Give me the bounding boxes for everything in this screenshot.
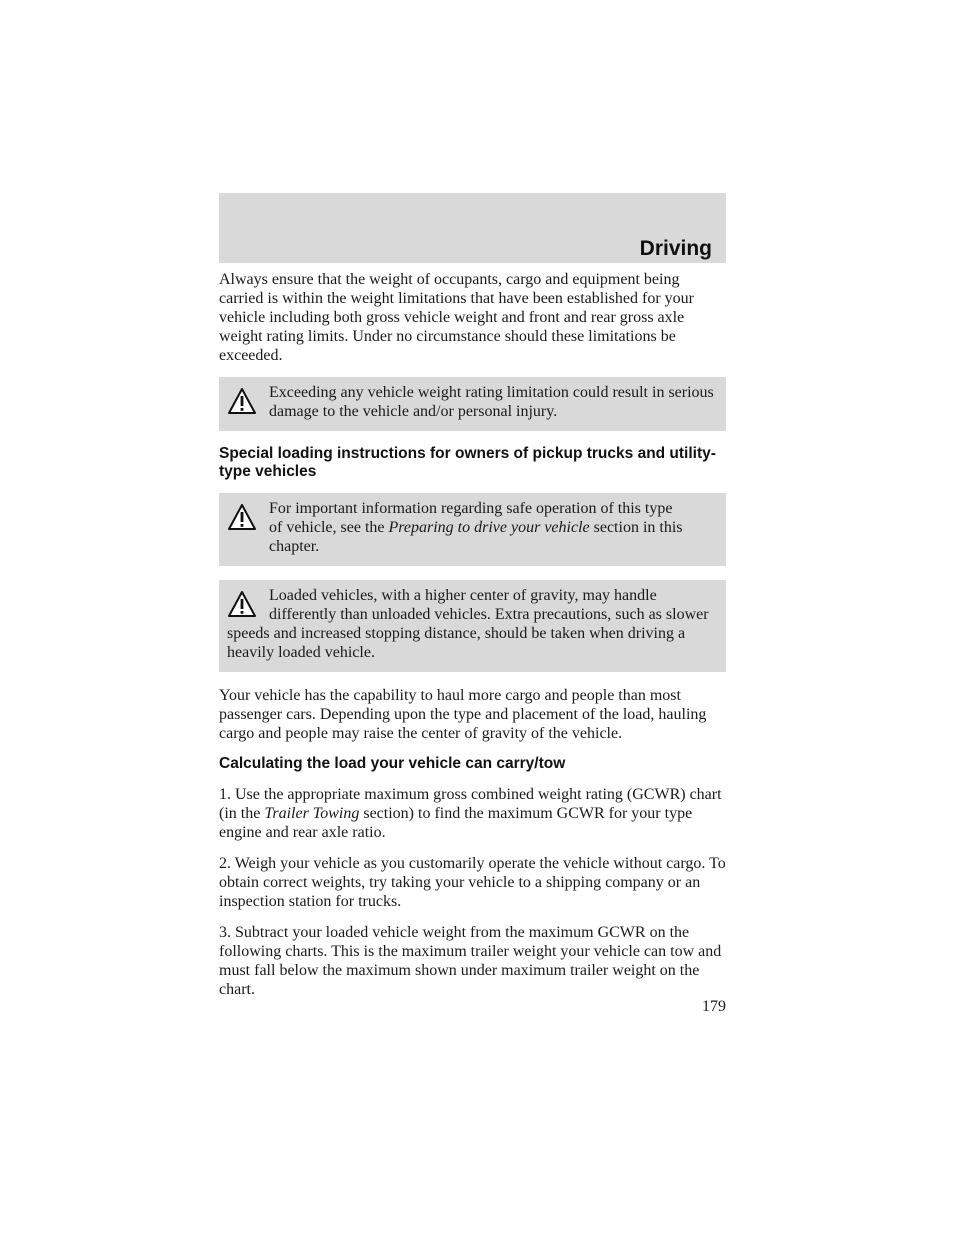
heading-calculating-load: Calculating the load your vehicle can carry/tow — [219, 755, 566, 772]
warning-text-pre: of vehicle, see the — [269, 519, 389, 536]
step-2: 2. Weigh your vehicle as you customarily operate the vehicle without cargo. To obtain correct weights, try taking your vehicle to a shipping company or an inspection station for trucks. — [219, 855, 726, 910]
warning-triangle-icon — [227, 503, 257, 531]
warning-box-weight-limit — [219, 377, 726, 431]
section-title: Driving — [639, 237, 712, 260]
section-reference-trailer-towing: Trailer Towing — [264, 805, 360, 822]
warning-box-center-of-gravity — [219, 580, 726, 672]
warning-text-line1: For important information regarding safe operation of this type — [269, 500, 673, 517]
page-content — [219, 270, 726, 1011]
step-1-post: section) to find the maximum GCWR for your type engine and rear axle ratio. — [219, 805, 693, 841]
warning-text-rest-content: differently than unloaded vehicles. Extra precautions, such as slower speeds and increased stopping distance, should be taken when driving a heavily loaded vehicle. — [227, 606, 709, 661]
warning-text-line2 — [227, 518, 718, 556]
intro-paragraph: Always ensure that the weight of occupants, cargo and equipment being carried is within the weight limitations that have been established for your vehicle including both gross vehicle weight and front and rear gross axle weight rating limits. Under no circumstance should these limitations be exceeded. — [219, 271, 694, 364]
warning-text-post: section in this chapter. — [269, 519, 683, 555]
step-3: 3. Subtract your loaded vehicle weight from the maximum GCWR on the following charts. This is the maximum trailer weight your vehicle can tow and must fall below the maximum shown under maximum trailer weight on the chart. — [219, 924, 722, 998]
section-header — [219, 193, 726, 263]
cargo-capability-paragraph: Your vehicle has the capability to haul more cargo and people than most passenger cars. Depending upon the type and placement of the load, hauling cargo and people may raise the center of gravity of the vehicle. — [219, 687, 707, 742]
warning-text-line1: Loaded vehicles, with a higher center of gravity, may handle — [269, 587, 657, 604]
warning-triangle-icon — [227, 387, 257, 415]
step-1 — [219, 785, 726, 842]
page-number: 179 — [702, 998, 726, 1015]
heading-special-loading: Special loading instructions for owners of pickup trucks and utility-type vehicles — [219, 445, 716, 480]
warning-text-rest — [227, 605, 718, 662]
warning-box-safe-operation — [219, 493, 726, 566]
step-1-pre: 1. Use the appropriate maximum gross combined weight rating (GCWR) chart (in the — [219, 786, 722, 822]
warning-triangle-icon — [227, 590, 257, 618]
section-reference: Preparing to drive your vehicle — [388, 519, 590, 536]
warning-text: Exceeding any vehicle weight rating limitation could result in serious damage to the vehicle and/or personal injury. — [269, 384, 714, 420]
